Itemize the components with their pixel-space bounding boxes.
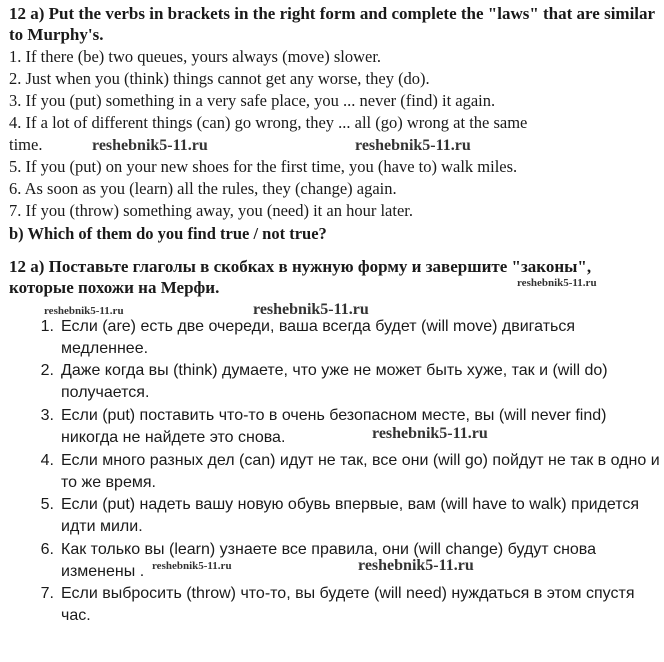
item-number: 7.: [40, 585, 54, 602]
russian-heading: 12 а) Поставьте глаголы в скобках в нужную форму и завершите "законы", которые похожи на Мерфи.: [9, 257, 592, 297]
english-line-3: 3. If you (put) something in a very safe place, you ... never (find) it again.: [9, 91, 496, 110]
item-number: 4.: [40, 452, 54, 469]
english-line-4-cont: time.: [9, 135, 43, 154]
item-text: Если много разных дел (can) идут не так, все они (will go) пойдут не так в одно и то же время.: [61, 452, 660, 491]
watermark: reshebnik5-11.ru: [152, 560, 232, 572]
watermark: reshebnik5-11.ru: [44, 305, 124, 317]
watermark: reshebnik5-11.ru: [92, 137, 208, 154]
item-text: Если выбросить (throw) что-то, вы будете (will need) нуждаться в этом спустя час.: [61, 585, 635, 624]
item-number: 3.: [40, 407, 54, 424]
item-number: 2.: [40, 362, 54, 379]
watermark: reshebnik5-11.ru: [372, 425, 488, 442]
english-line-5: 5. If you (put) on your new shoes for the first time, you (have to) walk miles.: [9, 157, 518, 176]
watermark: reshebnik5-11.ru: [358, 557, 474, 574]
item-number: 6.: [40, 541, 54, 558]
item-number: 1.: [40, 318, 54, 335]
item-text: Если (put) поставить что-то в очень безопасном месте, вы (will never find) никогда не найдете это снова.: [61, 407, 607, 446]
watermark: reshebnik5-11.ru: [517, 277, 597, 289]
english-part-b: b) Which of them do you find true / not true?: [9, 224, 327, 243]
english-line-1: 1. If there (be) two queues, yours always (move) slower.: [9, 47, 382, 66]
english-line-6: 6. As soon as you (learn) all the rules, they (change) again.: [9, 179, 397, 198]
item-text: Даже когда вы (think) думаете, что уже не может быть хуже, так и (will do) получается.: [61, 362, 608, 401]
item-number: 5.: [40, 496, 54, 513]
watermark: reshebnik5-11.ru: [355, 137, 471, 154]
item-text: Как только вы (learn) узнаете все правила, они (will change) будут снова изменены .: [61, 541, 597, 580]
english-heading: 12 a) Put the verbs in brackets in the right form and complete the "laws" that are similar to Murphy's.: [9, 4, 655, 44]
english-line-2: 2. Just when you (think) things cannot get any worse, they (do).: [9, 69, 430, 88]
item-text: Если (are) есть две очереди, ваша всегда будет (will move) двигаться медленнее.: [61, 318, 576, 357]
english-line-7: 7. If you (throw) something away, you (need) it an hour later.: [9, 201, 413, 220]
item-text: Если (put) надеть вашу новую обувь впервые, вам (will have to walk) придется идти мили.: [61, 496, 640, 535]
watermark: reshebnik5-11.ru: [253, 301, 369, 318]
english-line-4: 4. If a lot of different things (can) go wrong, they ... all (go) wrong at the same: [9, 113, 528, 132]
